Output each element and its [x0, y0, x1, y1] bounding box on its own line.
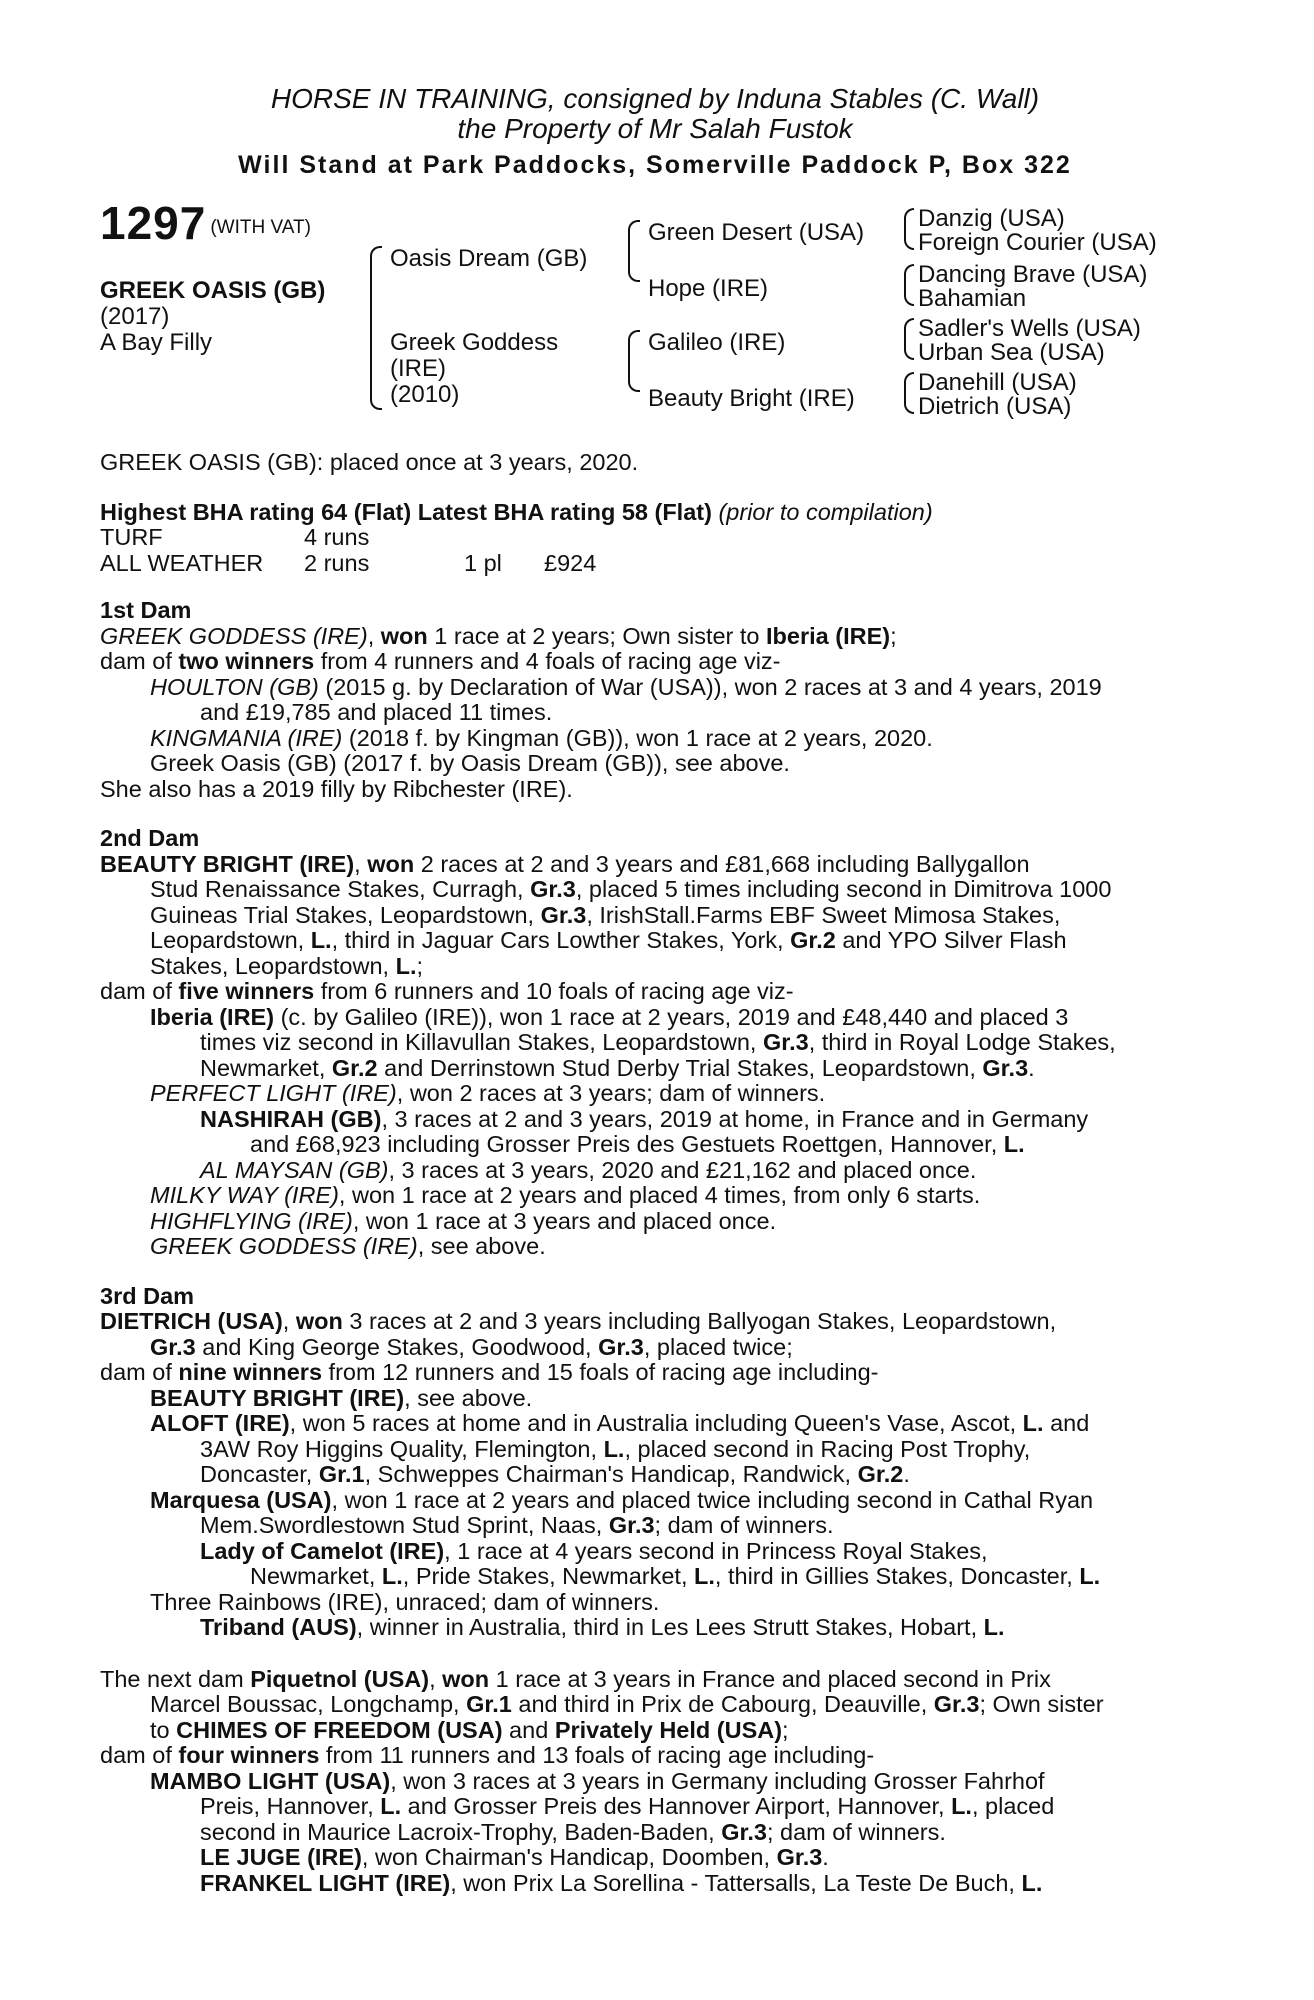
pedigree-dam-dam: Beauty Bright (IRE)	[648, 385, 855, 412]
pedigree-ddd: Dietrich (USA)	[918, 393, 1072, 420]
pedigree-ssd: Foreign Courier (USA)	[918, 229, 1157, 256]
produce-mambo-light-l3: second in Maurice Lacroix-Trophy, Baden-Baden, Gr.3; dam of winners.	[200, 1818, 946, 1845]
pedigree-dds: Danehill (USA)	[918, 369, 1077, 396]
produce-houlton: HOULTON (GB) (2015 g. by Declaration of War (USA)), won 2 races at 3 and 4 years, 2019	[150, 673, 1102, 700]
horse-description: A Bay Filly	[100, 329, 213, 356]
third-dam-l1: DIETRICH (USA), won 3 races at 2 and 3 years including Ballyogan Stakes, Leopardstown,	[100, 1308, 1057, 1334]
first-dam-heading: 1st Dam	[100, 597, 192, 623]
second-dam-l4: Leopardstown, L., third in Jaguar Cars Lowther Stakes, York, Gr.2 and YPO Silver Flash	[150, 927, 1067, 953]
ratings-line: Highest BHA rating 64 (Flat) Latest BHA rating 58 (Flat) (prior to compilation)	[100, 498, 933, 525]
produce-milky-way: MILKY WAY (IRE), won 1 race at 2 years and placed 4 times, from only 6 starts.	[150, 1182, 981, 1208]
produce-three-rainbows: Three Rainbows (IRE), unraced; dam of winners.	[150, 1588, 660, 1615]
produce-triband: Triband (AUS), winner in Australia, third in Les Lees Strutt Stakes, Hobart, L.	[200, 1614, 1005, 1640]
pedigree-sire-sire: Green Desert (USA)	[648, 219, 865, 246]
sire-dam-brace	[370, 246, 382, 410]
third-dam-l3: dam of nine winners from 12 runners and 15 foals of racing age including-	[100, 1359, 879, 1385]
g3-brace-1	[904, 208, 914, 250]
vat-note: (WITH VAT)	[210, 217, 311, 238]
race-summary: GREEK OASIS (GB): placed once at 3 years, 2020.	[100, 449, 639, 475]
pedigree-dss: Sadler's Wells (USA)	[918, 315, 1141, 342]
first-dam-l1: GREEK GODDESS (IRE), won 1 race at 2 years; Own sister to Iberia (IRE);	[100, 622, 897, 649]
pedigree-sds: Dancing Brave (USA)	[918, 261, 1148, 288]
catalogue-page	[100, 0, 1210, 1896]
lot-header	[100, 84, 1210, 180]
produce-iberia: Iberia (IRE) (c. by Galileo (IRE)), won 1 race at 2 years, 2019 and £48,440 and placed 3	[150, 1003, 1069, 1030]
pedigree-sire-dam: Hope (IRE)	[648, 275, 769, 302]
property-line: the Property of Mr Salah Fustok	[457, 113, 853, 144]
produce-aloft-l3: Doncaster, Gr.1, Schweppes Chairman's Handicap, Randwick, Gr.2.	[200, 1461, 910, 1487]
next-dam-l1: The next dam Piquetnol (USA), won 1 race at 3 years in France and placed second in Prix	[100, 1665, 1051, 1692]
sire-line-brace	[628, 220, 640, 282]
catalogue-body	[100, 450, 1210, 1896]
second-dam-l1: BEAUTY BRIGHT (IRE), won 2 races at 2 and 3 years and £81,668 including Ballygallon	[100, 850, 1030, 877]
produce-frankel-light: FRANKEL LIGHT (IRE), won Prix La Sorellina - Tattersalls, La Teste De Buch, L.	[200, 1869, 1043, 1896]
second-dam-l2: Stud Renaissance Stakes, Curragh, Gr.3, placed 5 times including second in Dimitrova 1000	[150, 876, 1112, 902]
dam-line-brace	[628, 330, 640, 392]
pedigree-dsd: Urban Sea (USA)	[918, 339, 1105, 366]
produce-aloft-l2: 3AW Roy Higgins Quality, Flemington, L., placed second in Racing Post Trophy,	[200, 1435, 1031, 1462]
pedigree-dam-year: (2010)	[390, 381, 460, 408]
second-dam-l3: Guineas Trial Stakes, Leopardstown, Gr.3, IrishStall.Farms EBF Sweet Mimosa Stakes,	[150, 901, 1061, 928]
produce-perfect-light: PERFECT LIGHT (IRE), won 2 races at 3 years; dam of winners.	[150, 1080, 826, 1106]
pedigree-dam: Greek Goddess	[390, 329, 559, 356]
pedigree-dam-sire: Galileo (IRE)	[648, 329, 786, 356]
third-dam-heading: 3rd Dam	[100, 1282, 195, 1309]
pedigree-sdd: Bahamian	[918, 285, 1027, 312]
lot-number: 1297 (WITH VAT)	[100, 197, 311, 249]
second-dam-l6: dam of five winners from 6 runners and 10 foals of racing age viz-	[100, 978, 794, 1004]
third-dam-l2: Gr.3 and King George Stakes, Goodwood, Gr.3, placed twice;	[150, 1333, 793, 1360]
pedigree-sire: Oasis Dream (GB)	[390, 245, 588, 272]
produce-beauty-bright: BEAUTY BRIGHT (IRE), see above.	[150, 1384, 533, 1411]
produce-marquesa: Marquesa (USA), won 1 race at 2 years and placed twice including second in Cathal Ryan	[150, 1486, 1094, 1513]
aw-record: ALL WEATHER 2 runs 1 pl £924	[100, 549, 597, 576]
produce-iberia-l3: Newmarket, Gr.2 and Derrinstown Stud Derby Trial Stakes, Leopardstown, Gr.3.	[200, 1054, 1035, 1081]
produce-houlton-cont: and £19,785 and placed 11 times.	[200, 699, 553, 725]
produce-mambo-light: MAMBO LIGHT (USA), won 3 races at 3 years in Germany including Grosser Fahrhof	[150, 1767, 1045, 1794]
pedigree-dam-country: (IRE)	[390, 355, 446, 382]
consignor-line: HORSE IN TRAINING, consigned by Induna Stables (C. Wall)	[270, 83, 1040, 114]
next-dam-l4: dam of four winners from 11 runners and 13 foals of racing age including-	[100, 1742, 875, 1768]
produce-highflying: HIGHFLYING (IRE), won 1 race at 3 years and placed once.	[150, 1207, 777, 1234]
next-dam-l3: to CHIMES OF FREEDOM (USA) and Privately Held (USA);	[150, 1716, 789, 1743]
g3-brace-3	[904, 318, 914, 360]
produce-kingmania: KINGMANIA (IRE) (2018 f. by Kingman (GB)), won 1 race at 2 years, 2020.	[150, 724, 933, 751]
horse-year: (2017)	[100, 303, 170, 330]
produce-mambo-light-l2: Preis, Hannover, L. and Grosser Preis des Hannover Airport, Hannover, L., placed	[200, 1793, 1055, 1819]
produce-greek-oasis: Greek Oasis (GB) (2017 f. by Oasis Dream (GB)), see above.	[150, 750, 790, 776]
second-dam-heading: 2nd Dam	[100, 825, 200, 851]
first-dam-l2: dam of two winners from 4 runners and 4 foals of racing age viz-	[100, 648, 781, 674]
horse-name: GREEK OASIS (GB)	[100, 277, 326, 304]
pedigree-sss: Danzig (USA)	[918, 205, 1065, 232]
next-dam-l2: Marcel Boussac, Longchamp, Gr.1 and third in Prix de Cabourg, Deauville, Gr.3; Own sister	[150, 1691, 1104, 1717]
produce-also: She also has a 2019 filly by Ribchester (IRE).	[100, 775, 573, 802]
produce-aloft: ALOFT (IRE), won 5 races at home and in Australia including Queen's Vase, Ascot, L. and	[150, 1410, 1090, 1436]
second-dam-l5: Stakes, Leopardstown, L.;	[150, 952, 424, 979]
produce-greek-goddess: GREEK GODDESS (IRE), see above.	[150, 1233, 546, 1259]
produce-le-juge: LE JUGE (IRE), won Chairman's Handicap, Doomben, Gr.3.	[200, 1844, 829, 1870]
produce-marquesa-l2: Mem.Swordlestown Stud Sprint, Naas, Gr.3; dam of winners.	[200, 1512, 834, 1538]
produce-iberia-l2: times viz second in Killavullan Stakes, Leopardstown, Gr.3, third in Royal Lodge Stakes,	[200, 1029, 1116, 1055]
produce-lady-of-camelot-l2: Newmarket, L., Pride Stakes, Newmarket, L., third in Gillies Stakes, Doncaster, L.	[250, 1563, 1101, 1589]
g3-brace-4	[904, 372, 914, 414]
pedigree-block	[100, 197, 1210, 441]
produce-al-maysan: AL MAYSAN (GB), 3 races at 3 years, 2020 and £21,162 and placed once.	[200, 1156, 977, 1183]
g3-brace-2	[904, 264, 914, 306]
stand-location: Will Stand at Park Paddocks, Somerville Paddock P, Box 322	[238, 151, 1072, 179]
produce-nashirah: NASHIRAH (GB), 3 races at 2 and 3 years, 2019 at home, in France and in Germany	[200, 1105, 1089, 1132]
produce-nashirah-l2: and £68,923 including Grosser Preis des Gestuets Roettgen, Hannover, L.	[250, 1131, 1025, 1157]
turf-record: TURF 4 runs	[100, 524, 370, 550]
produce-lady-of-camelot: Lady of Camelot (IRE), 1 race at 4 years second in Princess Royal Stakes,	[200, 1537, 988, 1564]
